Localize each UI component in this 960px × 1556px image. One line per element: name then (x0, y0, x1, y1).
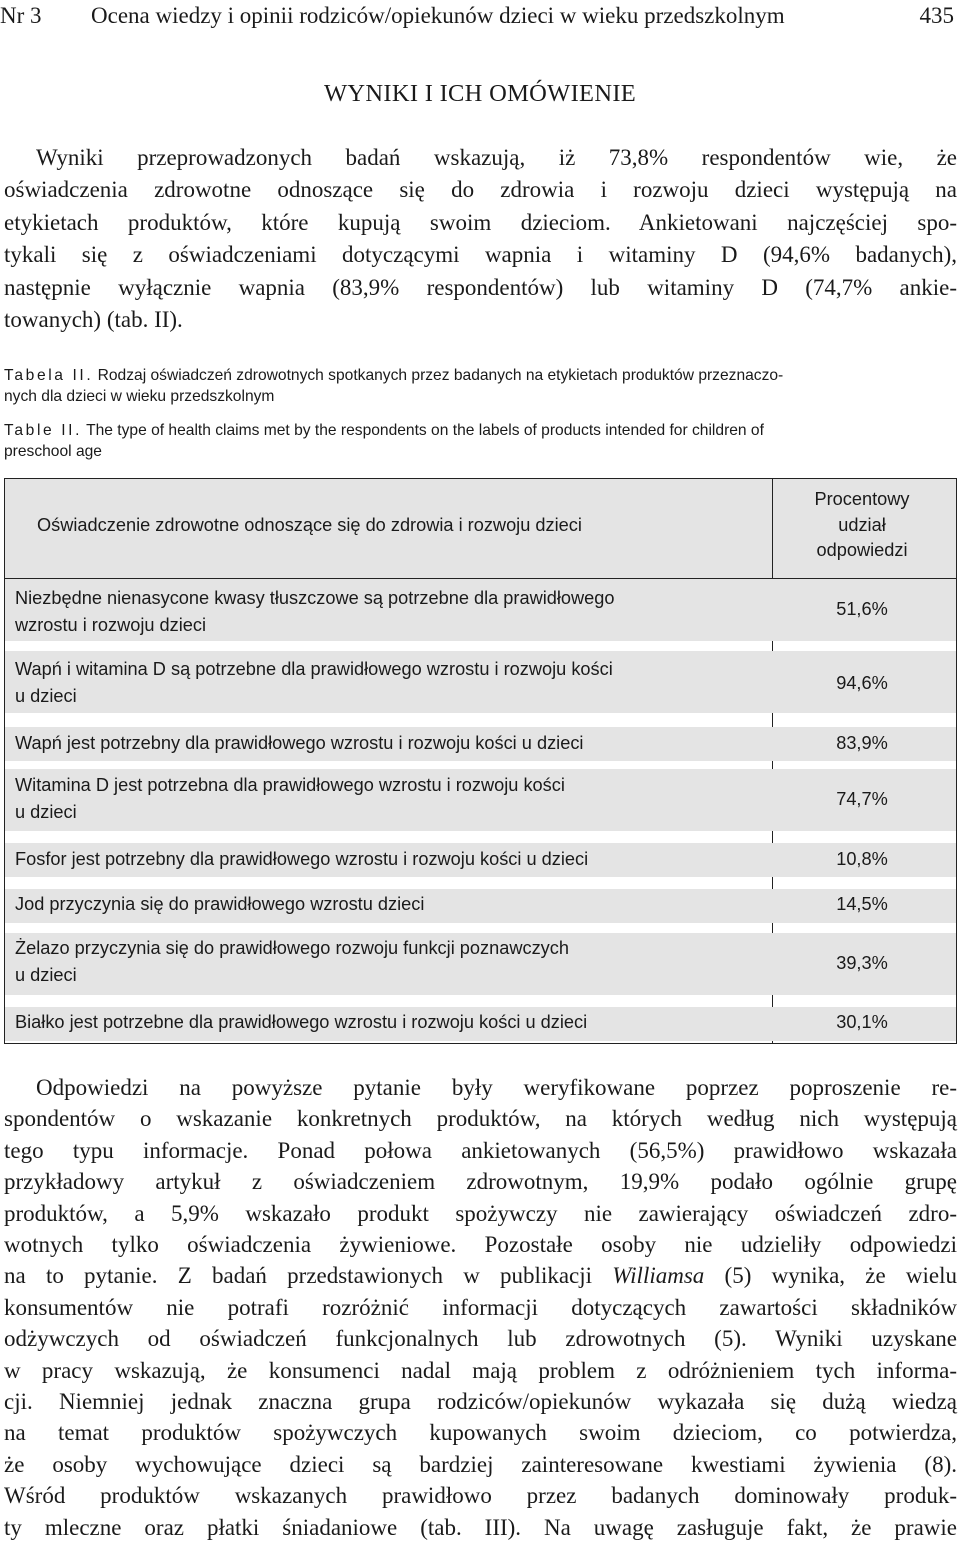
table-header (5, 479, 956, 579)
caption-text: The type of health claims met by the respondents on the labels of products intended for children of (86, 422, 764, 439)
paragraph-line: na temat produktów spożywczych kupowanych swoim dzieciom, co potwierdza, (4, 1420, 957, 1446)
header-claim-column: Oświadczenie zdrowotne odnoszące się do zdrowia i rozwoju dzieci (37, 515, 582, 535)
paragraph-line: etykietach produktów, które kupują swoim dzieciom. Ankietowani najczęściej spo- (4, 209, 957, 235)
paragraph-line: przykładowy artykuł z oświadczeniem zdrowotnym, 19,9% podało ogólnie grupę (4, 1169, 957, 1195)
paragraph-line: tykali się z oświadczeniami dotyczącymi wapnia i witaminy D (94,6% badanych), (4, 242, 957, 268)
running-header (0, 0, 960, 34)
paragraph-line: odżywczych od oświadczeń funkcjonalnych lub zdrowotnych (5). Wyniki uzyskane (4, 1326, 957, 1352)
caption-text: nych dla dzieci w wieku przedszkolnym (4, 387, 275, 405)
percent-cell: 74,7% (836, 789, 888, 809)
header-percent-column: Procentowy udział odpowiedzi (814, 489, 910, 560)
cited-author: Williamsa (612, 1263, 705, 1289)
results-paragraph (4, 142, 957, 336)
percent-cell: 30,1% (836, 1012, 888, 1032)
caption-text: Rodzaj oświadczeń zdrowotnych spotkanych przez badanych na etykietach produktów przeznaczo- (97, 367, 784, 384)
claim-cell: Wapń i witamina D są potrzebne dla prawidłowego wzrostu i rozwoju kości u dzieci (15, 659, 613, 706)
claim-cell: Wapń jest potrzebny dla prawidłowego wzrostu i rozwoju kości u dzieci (15, 733, 584, 753)
paragraph-line: spondentów o wskazanie konkretnych produktów, na których według nich występują (4, 1106, 957, 1132)
claim-cell: Białko jest potrzebne dla prawidłowego wzrostu i rozwoju kości u dzieci (15, 1012, 588, 1032)
table-row (5, 933, 956, 995)
percent-cell: 10,8% (836, 849, 888, 869)
claim-cell: Jod przyczynia się do prawidłowego wzrostu dzieci (15, 894, 425, 914)
table-row (5, 1007, 956, 1041)
percent-cell: 94,6% (836, 673, 888, 693)
table-row (5, 889, 956, 923)
table-row (5, 843, 956, 877)
claim-cell: Żelazo przyczynia się do prawidłowego rozwoju funkcji poznawczych u dzieci (15, 938, 569, 985)
paragraph-line: Wyniki przeprowadzonych badań wskazują, iż 73,8% respondentów wie, że (36, 145, 957, 170)
paragraph-line: produktów, a 5,9% wskazało produkt spożywczy nie zawierający oświadczeń zdro- (4, 1200, 957, 1226)
paragraph-line: konsumentów nie potrafi rozróżnić informacji dotyczących zawartości składników (4, 1294, 957, 1320)
paragraph-line: towanych) (tab. II). (4, 307, 183, 333)
paragraph-line: cji. Niemniej jednak znaczna grupa rodziców/opiekunów wykazała się dużą wiedzą (4, 1389, 957, 1415)
table-caption-en (4, 421, 957, 463)
table-row (5, 579, 956, 641)
caption-text: preschool age (4, 442, 102, 460)
percent-cell: 39,3% (836, 953, 888, 973)
table-label-pl: Tabela II. (4, 367, 94, 384)
paragraph-line: że osoby wychowujące dzieci są bardziej zainteresowane kwestiami żywienia (8). (4, 1451, 957, 1477)
section-heading: WYNIKI I ICH OMÓWIENIE (323, 80, 637, 107)
running-title: Ocena wiedzy i opinii rodziców/opiekunów dzieci w wieku przedszkolnym (91, 3, 785, 28)
paragraph-line: oświadczenia zdrowotne odnoszące się do zdrowia i rozwoju dzieci występują na (4, 177, 957, 203)
discussion-paragraph (4, 1072, 957, 1543)
health-claims-table (4, 478, 957, 1044)
table-label-en: Table II. (4, 422, 83, 439)
table-row (5, 651, 956, 713)
paragraph-line: Wśród produktów wskazanych prawidłowo przez badanych dominowały produk- (4, 1483, 957, 1509)
claim-cell: Niezbędne nienasycone kwasy tłuszczowe są potrzebne dla prawidłowego wzrostu i rozwoju dzieci (15, 588, 615, 635)
paragraph-line: na to pytanie. Z badań przedstawionych w publikacji Williamsa (5) wynika, że wielu (4, 1263, 958, 1289)
claim-cell: Witamina D jest potrzebna dla prawidłowego wzrostu i rozwoju kości u dzieci (15, 775, 565, 822)
table-row (5, 727, 956, 761)
paragraph-line: tego typu informacje. Ponad połowa ankietowanych (56,5%) prawidłowo wskazała (4, 1137, 957, 1163)
table-row (5, 769, 956, 831)
table-caption-pl (4, 366, 957, 408)
paragraph-line: następnie wyłącznie wapnia (83,9% respondentów) lub witaminy D (74,7% ankie- (4, 274, 957, 300)
claim-cell: Fosfor jest potrzebny dla prawidłowego wzrostu i rozwoju kości u dzieci (15, 849, 589, 869)
page-number: 435 (919, 3, 954, 28)
percent-cell: 83,9% (836, 733, 888, 753)
percent-cell: 14,5% (836, 894, 888, 914)
issue-number: Nr 3 (0, 3, 42, 28)
percent-cell: 51,6% (836, 599, 888, 619)
paragraph-line: Odpowiedzi na powyższe pytanie były weryfikowane poprzez poproszenie re- (36, 1075, 957, 1100)
paragraph-line: wotnych tylko oświadczenia żywieniowe. Pozostałe osoby nie udzieliły odpowiedzi (4, 1232, 957, 1258)
paragraph-line: w pracy wskazują, że konsumenci nadal mają problem z odróżnieniem tych informa- (4, 1357, 957, 1383)
paragraph-line: ty mleczne oraz płatki śniadaniowe (tab. III). Na uwagę zasługuje fakt, że prawie (4, 1514, 957, 1540)
